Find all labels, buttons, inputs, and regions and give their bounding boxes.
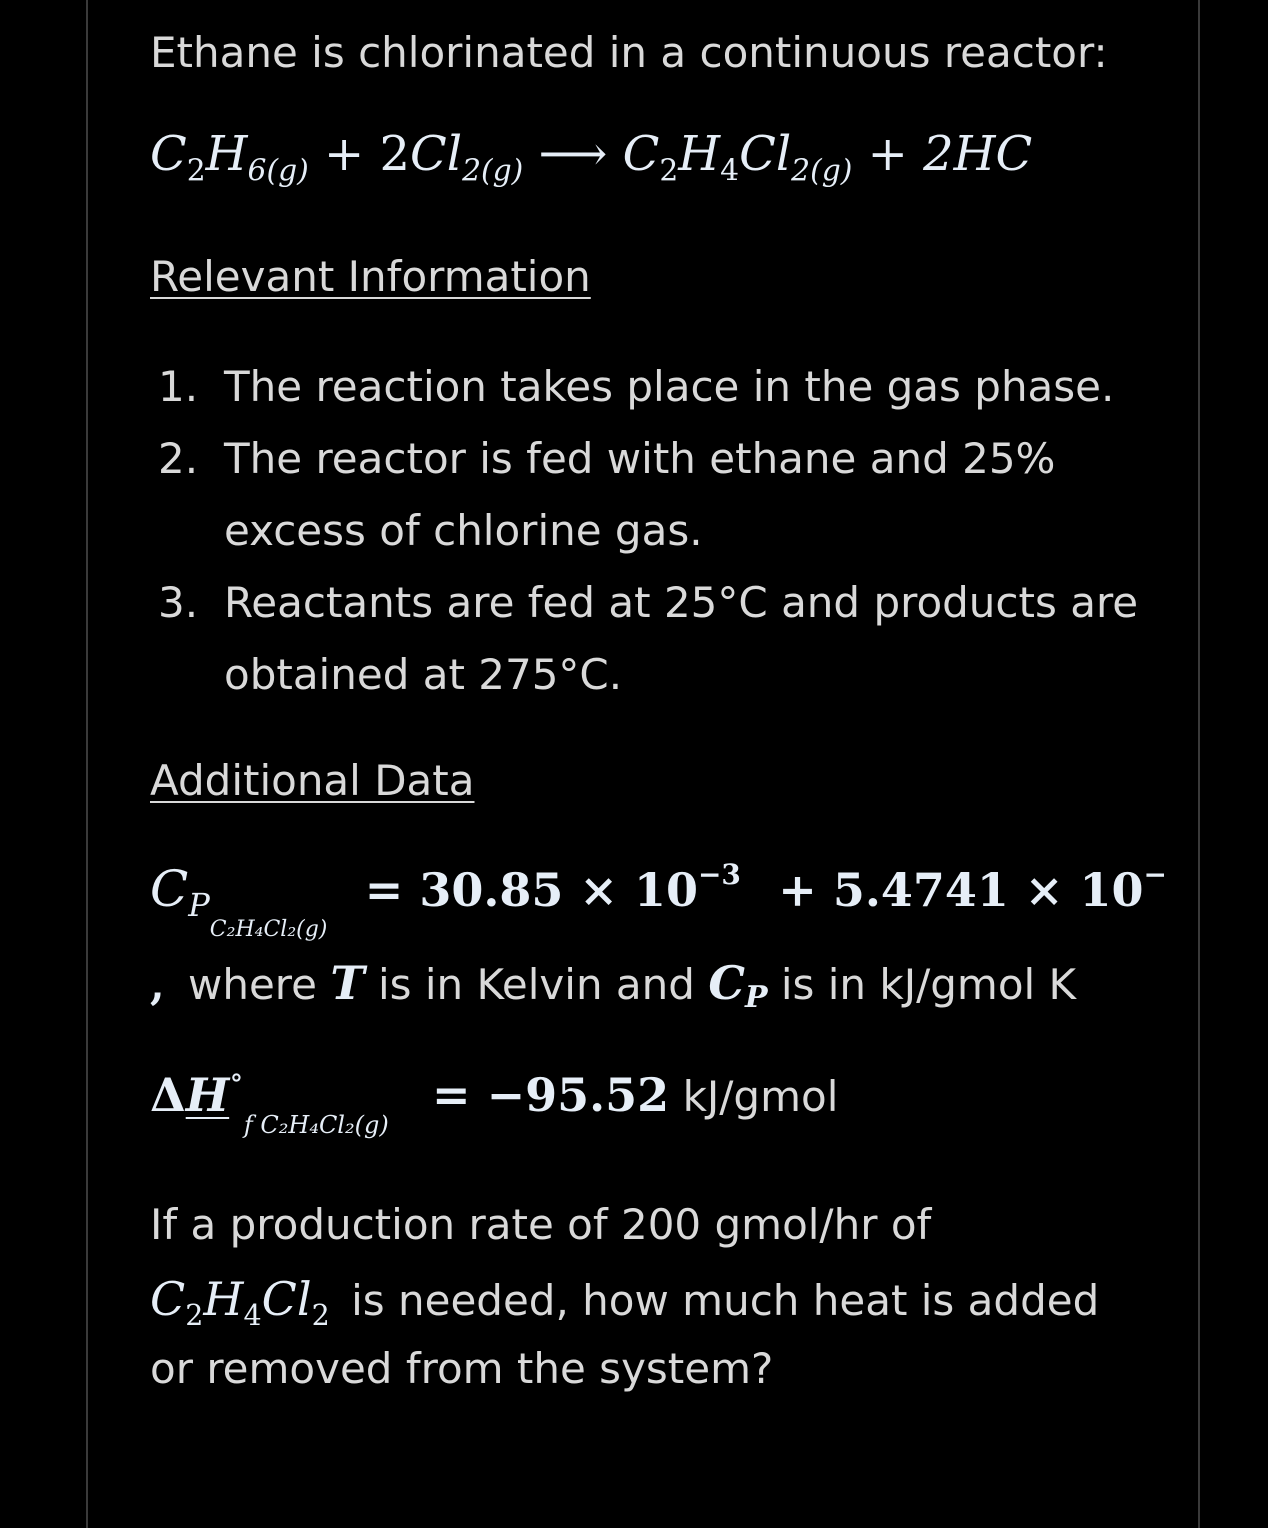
list-item (158, 578, 1138, 627)
enthalpy-unit: kJ/gmol (682, 1072, 839, 1121)
list-number: 1. (158, 362, 199, 411)
plus-sign: + (323, 126, 365, 182)
product-hcl: 2HC (923, 126, 1033, 182)
cp-equation (150, 858, 1167, 948)
enthalpy-value: = −95.52 (432, 1068, 670, 1122)
reactant-chlorine: $2Cl_{2(g)}$ (379, 126, 524, 189)
cp-exponent-2: − (1143, 858, 1167, 891)
cp-term-1: = 30.85 × 10 (364, 863, 698, 917)
cp-exponent-1: −3 (697, 858, 741, 891)
additional-data-heading: Additional Data (150, 756, 475, 805)
cp-subscript: P (188, 886, 210, 924)
question-line-3: or removed from the system? (150, 1344, 774, 1393)
cp-species-subscript: C₂H₄Cl₂(g) (209, 917, 328, 942)
reactant-ethane: $C_2H_{6(g)}$ (150, 126, 309, 189)
enthalpy-subscript: f C₂H₄Cl₂(g) (243, 1111, 389, 1139)
list-text: Reactants are fed at 25°C and products are (224, 578, 1139, 627)
delta-symbol: Δ (150, 1068, 186, 1122)
list-number: 3. (158, 578, 199, 627)
question-formula: $C_2H_4Cl_2$ (150, 1272, 330, 1332)
question-line-1: If a production rate of 200 gmol/hr of (150, 1200, 932, 1249)
question-line-2: $C_2H_4Cl_2$ is needed, how much heat is added (150, 1272, 1100, 1332)
list-text: The reaction takes place in the gas phase. (224, 362, 1115, 411)
product-dichloroethane: $C_2H_4Cl_{2(g)}$ (622, 126, 853, 189)
standard-state-symbol: ∘ (229, 1060, 244, 1095)
list-text-continuation: excess of chlorine gas. (224, 506, 703, 555)
enthalpy-formation (150, 1060, 838, 1139)
enthalpy-symbol: H (185, 1068, 230, 1122)
cp-units-note: , where T is in Kelvin and CP is in kJ/gmol K (150, 956, 1077, 1015)
relevant-information-heading: Relevant Information (150, 252, 591, 301)
list-number: 2. (158, 434, 199, 483)
list-text: The reactor is fed with ethane and 25% (224, 434, 1056, 483)
intro-text: Ethane is chlorinated in a continuous reactor: (150, 28, 1108, 77)
cp-term-2: + 5.4741 × 10 (778, 863, 1144, 917)
list-item (158, 362, 1114, 411)
list-item (158, 434, 1055, 483)
cp-symbol: C (150, 860, 189, 918)
reaction-arrow: ⟶ (538, 126, 608, 182)
plus-sign: + (867, 126, 908, 182)
list-text-continuation: obtained at 275°C. (224, 650, 623, 699)
reaction-equation (150, 126, 1145, 188)
document-panel (86, 0, 1200, 1528)
